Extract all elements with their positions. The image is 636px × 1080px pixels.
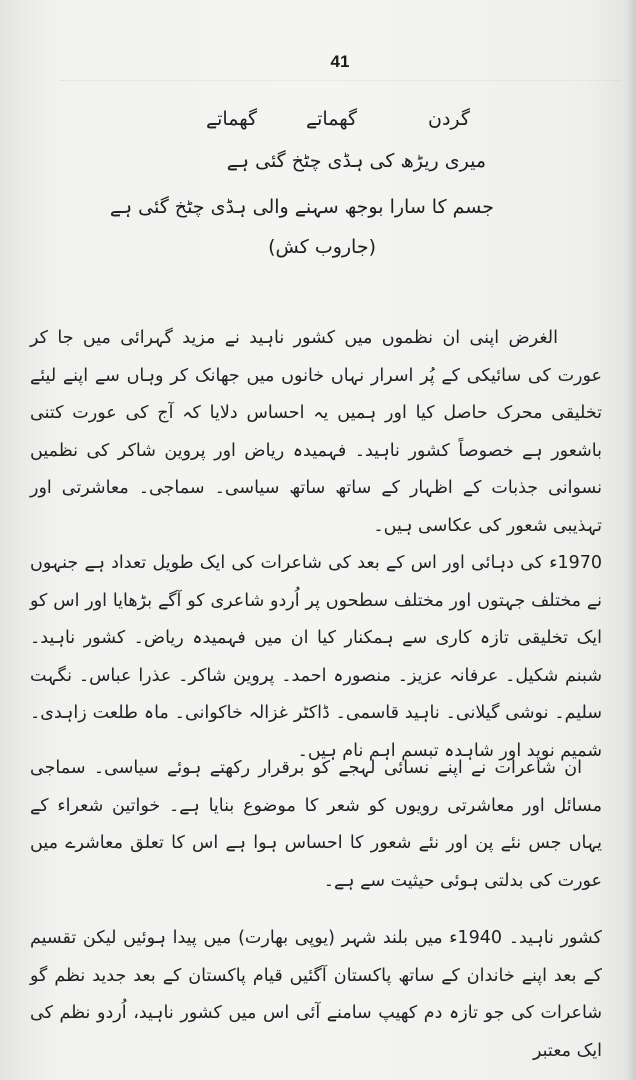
page-number: 41 <box>330 52 350 71</box>
poem-line-2: میری ریڑھ کی ہڈی چٹخ گئی ہے <box>226 150 486 172</box>
bleed-through-marks <box>60 80 620 91</box>
poem-line-1 <box>0 108 636 138</box>
paragraph-4: کشور ناہید۔ 1940ء میں بلند شہر (یوپی بھارت) میں پیدا ہوئیں لیکن تقسیم کے بعد اپنے خاندان کے ساتھ پاکستان آگئیں قیام پاکستان کے بعد جدید نظم گو شاعرات کی جو تازہ دم کھیپ سامنے آئی اس میں کشور ناہید، اُردو نظم کی ایک معتبر <box>30 928 602 1061</box>
poem-attribution: (جاروب کش) <box>268 236 376 258</box>
poem-line-3: جسم کا سارا بوجھ سہنے والی ہڈی چٹخ گئی ہے <box>109 196 494 218</box>
page-spine-shadow <box>626 0 636 1080</box>
poem-word: گھماتے <box>206 108 257 130</box>
paragraph-2: 1970ء کی دہائی اور اس کے بعد کی شاعرات کی ایک طویل تعداد ہے جنہوں نے مختلف جہتوں اور مختلف سطحوں پر اُردو شاعری کو آگے بڑھایا اور اس کو ایک تخلیقی تازہ کاری سے ہمکنار کیا ان میں فہمیدہ ریاض۔ کشور ناہید۔ شبنم شکیل۔ عرفانہ عزیز۔ منصورہ احمد۔ پروین شاکر۔ عذرا عباس۔ نگہت سلیم۔ نوشی گیلانی۔ ناہید قاسمی۔ ڈاکٹر غزالہ خاکوانی۔ ماہ طلعت زاہدی۔ شمیم نوید اور شاہدہ تبسم اہم نام ہیں۔ <box>30 553 602 761</box>
paragraph-3: ان شاعرات نے اپنے نسائی لہجے کو برقرار رکھتے ہوئے سیاسی۔ سماجی مسائل اور معاشرتی رویوں کو شعر کا موضوع بنایا ہے۔ خواتین شعراء کے یہاں جس نئے پن اور نئے شعور کا احساس ہوا ہے اس کا تعلق معاشرے میں عورت کی بدلتی ہوئی حیثیت سے ہے۔ <box>30 758 602 891</box>
paragraph-1: الغرض اپنی ان نظموں میں کشور ناہید نے مزید گہرائی میں جا کر عورت کی سائیکی کے پُر اسرار نہاں خانوں میں جھانک کر وہاں سے اپنے لیئے تخلیقی محرک حاصل کیا اور ہمیں یہ احساس دلایا کہ آج کی عورت کتنی باشعور ہے خصوصاً کشور ناہید۔ فہمیدہ ریاض اور پروین شاکر کی نظمیں نسوانی جذبات کے اظہار کے ساتھ ساتھ سیاسی۔ سماجی۔ معاشرتی اور تہذیبی شعور کی عکاسی ہیں۔ <box>30 328 602 536</box>
poem-word: گردن <box>428 108 470 130</box>
poem-word: گھماتے <box>306 108 357 130</box>
